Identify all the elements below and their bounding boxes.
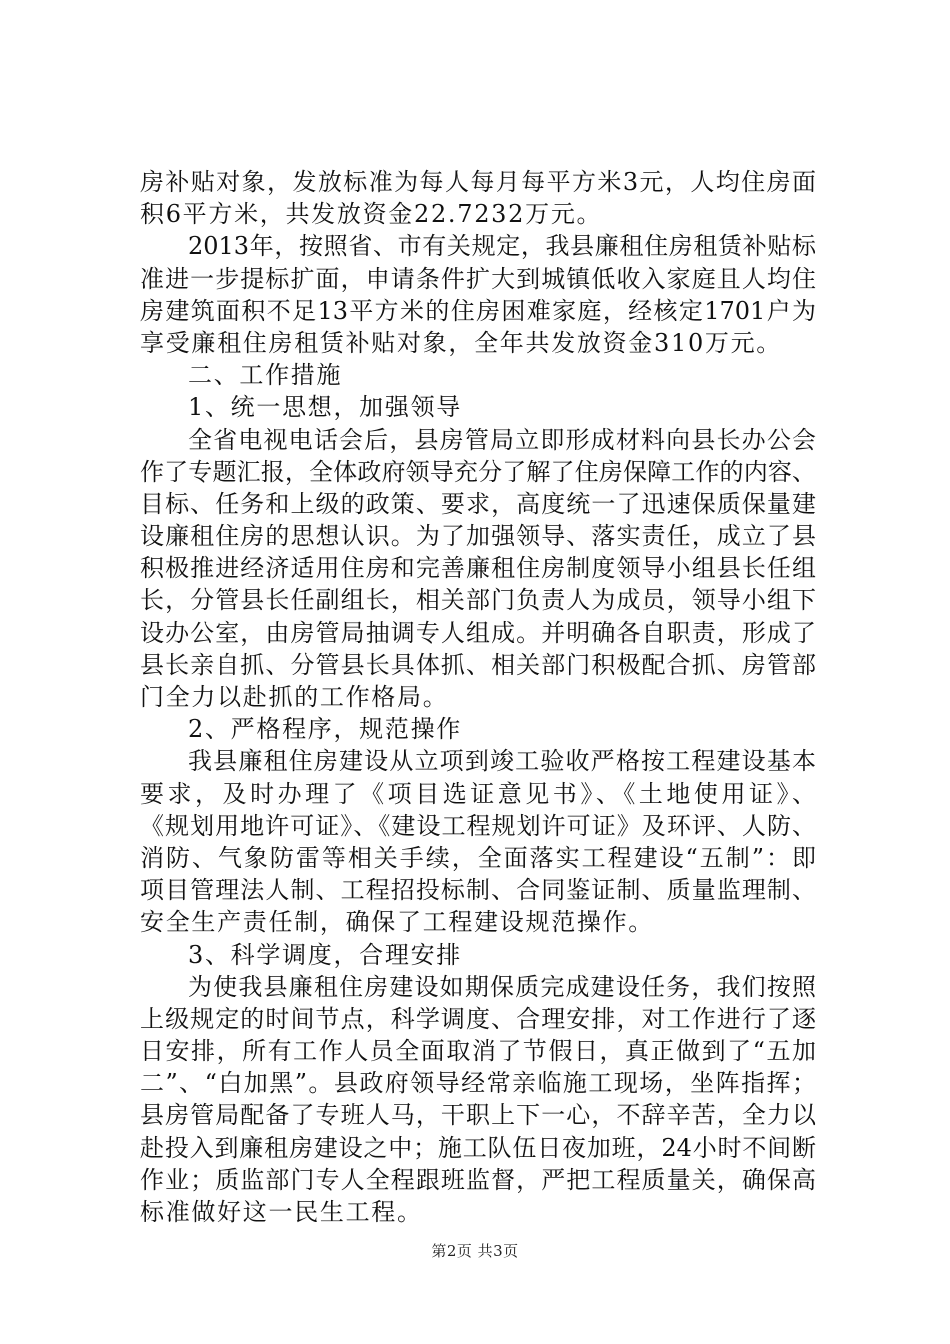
text-line: 二、工作措施 xyxy=(188,361,343,390)
text-line: 准进一步提标扩面，申请条件扩大到城镇低收入家庭且人均住 xyxy=(140,264,816,293)
text-line: 房补贴对象，发放标准为每人每月每平方米3元，人均住房面 xyxy=(140,168,816,196)
text-line: 2、严格程序，规范操作 xyxy=(188,715,462,744)
text-line: 作业；质监部门专人全程跟班监督，严把工程质量关，确保高 xyxy=(140,1165,816,1194)
text-line: 县长亲自抓、分管县长具体抓、相关部门积极配合抓、房管部 xyxy=(140,650,816,679)
text-line: 全省电视电话会后，县房管局立即形成材料向县长办公会 xyxy=(188,425,816,454)
text-line: 《规划用地许可证》、《建设工程规划许可证》及环评、人防、 xyxy=(140,811,816,840)
text-line: 目标、任务和上级的政策、要求，高度统一了迅速保质保量建 xyxy=(140,489,816,518)
text-line: 享受廉租住房租赁补贴对象，全年共发放资金310万元。 xyxy=(140,328,783,357)
page-number-footer: 第2页 共3页 xyxy=(431,1242,519,1260)
text-line: 标准做好这一民生工程。 xyxy=(140,1198,423,1226)
document-body xyxy=(140,166,816,1228)
text-line: 2013年，按照省、市有关规定，我县廉租住房租赁补贴标 xyxy=(188,232,816,261)
text-line: 我县廉租住房建设从立项到竣工验收严格按工程建设基本 xyxy=(188,747,816,776)
text-line: 设廉租住房的思想认识。为了加强领导、落实责任，成立了县 xyxy=(140,522,816,551)
text-line: 积6平方米，共发放资金22.7232万元。 xyxy=(140,200,603,229)
text-line: 积极推进经济适用住房和完善廉租住房制度领导小组县长任组 xyxy=(140,554,816,583)
text-line: 二”、“白加黑”。县政府领导经常亲临施工现场，坐阵指挥； xyxy=(140,1069,816,1098)
text-line: 消防、气象防雷等相关手续，全面落实工程建设“五制”：即 xyxy=(140,843,816,872)
text-line: 3、科学调度，合理安排 xyxy=(188,940,462,969)
text-line: 要求，及时办理了《项目选证意见书》、《土地使用证》、 xyxy=(140,779,816,808)
text-line: 安全生产责任制，确保了工程建设规范操作。 xyxy=(140,908,654,937)
text-line: 项目管理法人制、工程招投标制、合同鉴证制、质量监理制、 xyxy=(140,876,816,905)
text-line: 作了专题汇报，全体政府领导充分了解了住房保障工作的内容、 xyxy=(140,457,816,486)
text-line: 上级规定的时间节点，科学调度、合理安排，对工作进行了逐 xyxy=(140,1004,816,1033)
text-line: 门全力以赴抓的工作格局。 xyxy=(140,683,449,711)
text-line: 赴投入到廉租房建设之中；施工队伍日夜加班，24小时不间断 xyxy=(140,1133,816,1162)
text-line: 设办公室，由房管局抽调专人组成。并明确各自职责，形成了 xyxy=(140,618,816,647)
text-line: 县房管局配备了专班人马，干职上下一心，不辞辛苦，全力以 xyxy=(140,1101,816,1130)
text-line: 房建筑面积不足13平方米的住房困难家庭，经核定1701户为 xyxy=(140,296,816,325)
text-line: 1、统一思想，加强领导 xyxy=(188,393,462,422)
text-line: 为使我县廉租住房建设如期保质完成建设任务，我们按照 xyxy=(188,972,816,1001)
text-line: 长，分管县长任副组长，相关部门负责人为成员，领导小组下 xyxy=(140,586,816,615)
text-line: 日安排，所有工作人员全面取消了节假日，真正做到了“五加 xyxy=(140,1037,816,1066)
